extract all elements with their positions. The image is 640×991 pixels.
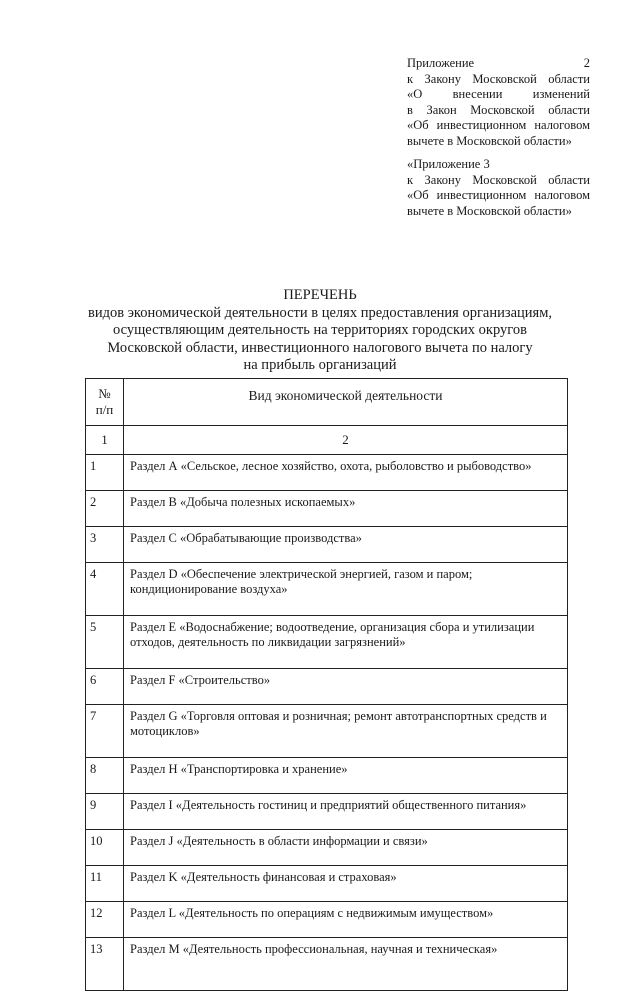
- annex-3-line: вычете в Московской области»: [407, 203, 572, 218]
- row-number: 9: [86, 794, 124, 830]
- row-number: 3: [86, 527, 124, 563]
- annex-2-line: в Закон Московской области: [407, 102, 590, 117]
- annex-2-line: Приложение 2: [407, 56, 590, 70]
- document-subtitle-line: на прибыль организаций: [243, 357, 397, 373]
- annex-3-note: [407, 157, 590, 219]
- row-activity: Раздел E «Водоснабжение; водоотведение, организация сбора и утилизации отходов, деятельность по ликвидации загрязнений»: [124, 616, 568, 669]
- annex-2-note: [407, 56, 590, 149]
- activities-table: [85, 378, 568, 991]
- column-index-row: [86, 426, 568, 455]
- document-subtitle-line: видов экономической деятельности в целях предоставления организациям,: [87, 304, 553, 321]
- row-number: 11: [86, 866, 124, 902]
- row-number: 12: [86, 902, 124, 938]
- header-number-cell: [86, 379, 124, 426]
- column-index-cell: 1: [86, 426, 124, 455]
- row-activity: Раздел L «Деятельность по операциям с недвижимым имуществом»: [124, 902, 568, 938]
- document-subtitle-line: осуществляющим деятельность на территориях городских округов: [113, 322, 527, 338]
- row-activity: Раздел H «Транспортировка и хранение»: [124, 758, 568, 794]
- document-subtitle-line: Московской области, инвестиционного налогового вычета по налогу: [107, 339, 533, 356]
- table-row: [86, 794, 568, 830]
- row-activity: Раздел F «Строительство»: [124, 669, 568, 705]
- row-number: 4: [86, 563, 124, 616]
- table-row: [86, 455, 568, 491]
- document-title: ПЕРЕЧЕНЬ: [283, 287, 357, 303]
- annex-2-line: «Об инвестиционном налоговом: [407, 118, 590, 132]
- annex-2-line: «О внесении изменений: [407, 87, 590, 101]
- row-number: 6: [86, 669, 124, 705]
- table-row: [86, 902, 568, 938]
- row-activity: Раздел B «Добыча полезных ископаемых»: [124, 491, 568, 527]
- table-row: [86, 491, 568, 527]
- header-activity-cell: Вид экономической деятельности: [124, 379, 568, 426]
- row-number: 8: [86, 758, 124, 794]
- header-number-symbol: №: [98, 386, 111, 401]
- table-row: [86, 830, 568, 866]
- row-activity: Раздел J «Деятельность в области информации и связи»: [124, 830, 568, 866]
- table-row: [86, 938, 568, 991]
- row-activity: Раздел I «Деятельность гостиниц и предприятий общественного питания»: [124, 794, 568, 830]
- annex-2-line: к Закону Московской области: [407, 71, 590, 86]
- row-number: 5: [86, 616, 124, 669]
- row-number: 2: [86, 491, 124, 527]
- row-activity: Раздел D «Обеспечение электрической энергией, газом и паром; кондиционирование воздуха»: [124, 563, 568, 616]
- row-number: 7: [86, 705, 124, 758]
- row-number: 13: [86, 938, 124, 991]
- row-number: 1: [86, 455, 124, 491]
- row-activity: Раздел А «Сельское, лесное хозяйство, охота, рыболовство и рыбоводство»: [124, 455, 568, 491]
- table-row: [86, 705, 568, 758]
- table-row: [86, 563, 568, 616]
- annex-3-line: «Об инвестиционном налоговом: [407, 188, 590, 202]
- annex-3-line: «Приложение 3: [407, 157, 490, 171]
- row-activity: Раздел G «Торговля оптовая и розничная; ремонт автотранспортных средств и мотоциклов»: [124, 705, 568, 758]
- table-row: [86, 616, 568, 669]
- row-activity: Раздел M «Деятельность профессиональная, научная и техническая»: [124, 938, 568, 991]
- table-row: [86, 758, 568, 794]
- annex-2-line: вычете в Московской области»: [407, 133, 572, 148]
- annex-3-line: к Закону Московской области: [407, 172, 590, 187]
- row-activity: Раздел K «Деятельность финансовая и страховая»: [124, 866, 568, 902]
- row-number: 10: [86, 830, 124, 866]
- document-heading: [60, 287, 580, 375]
- header-number-abbr: п/п: [95, 402, 114, 417]
- table-row: [86, 669, 568, 705]
- table-row: [86, 527, 568, 563]
- column-index-cell: 2: [124, 426, 568, 455]
- row-activity: Раздел C «Обрабатывающие производства»: [124, 527, 568, 563]
- table-header-row: [86, 379, 568, 426]
- table-row: [86, 866, 568, 902]
